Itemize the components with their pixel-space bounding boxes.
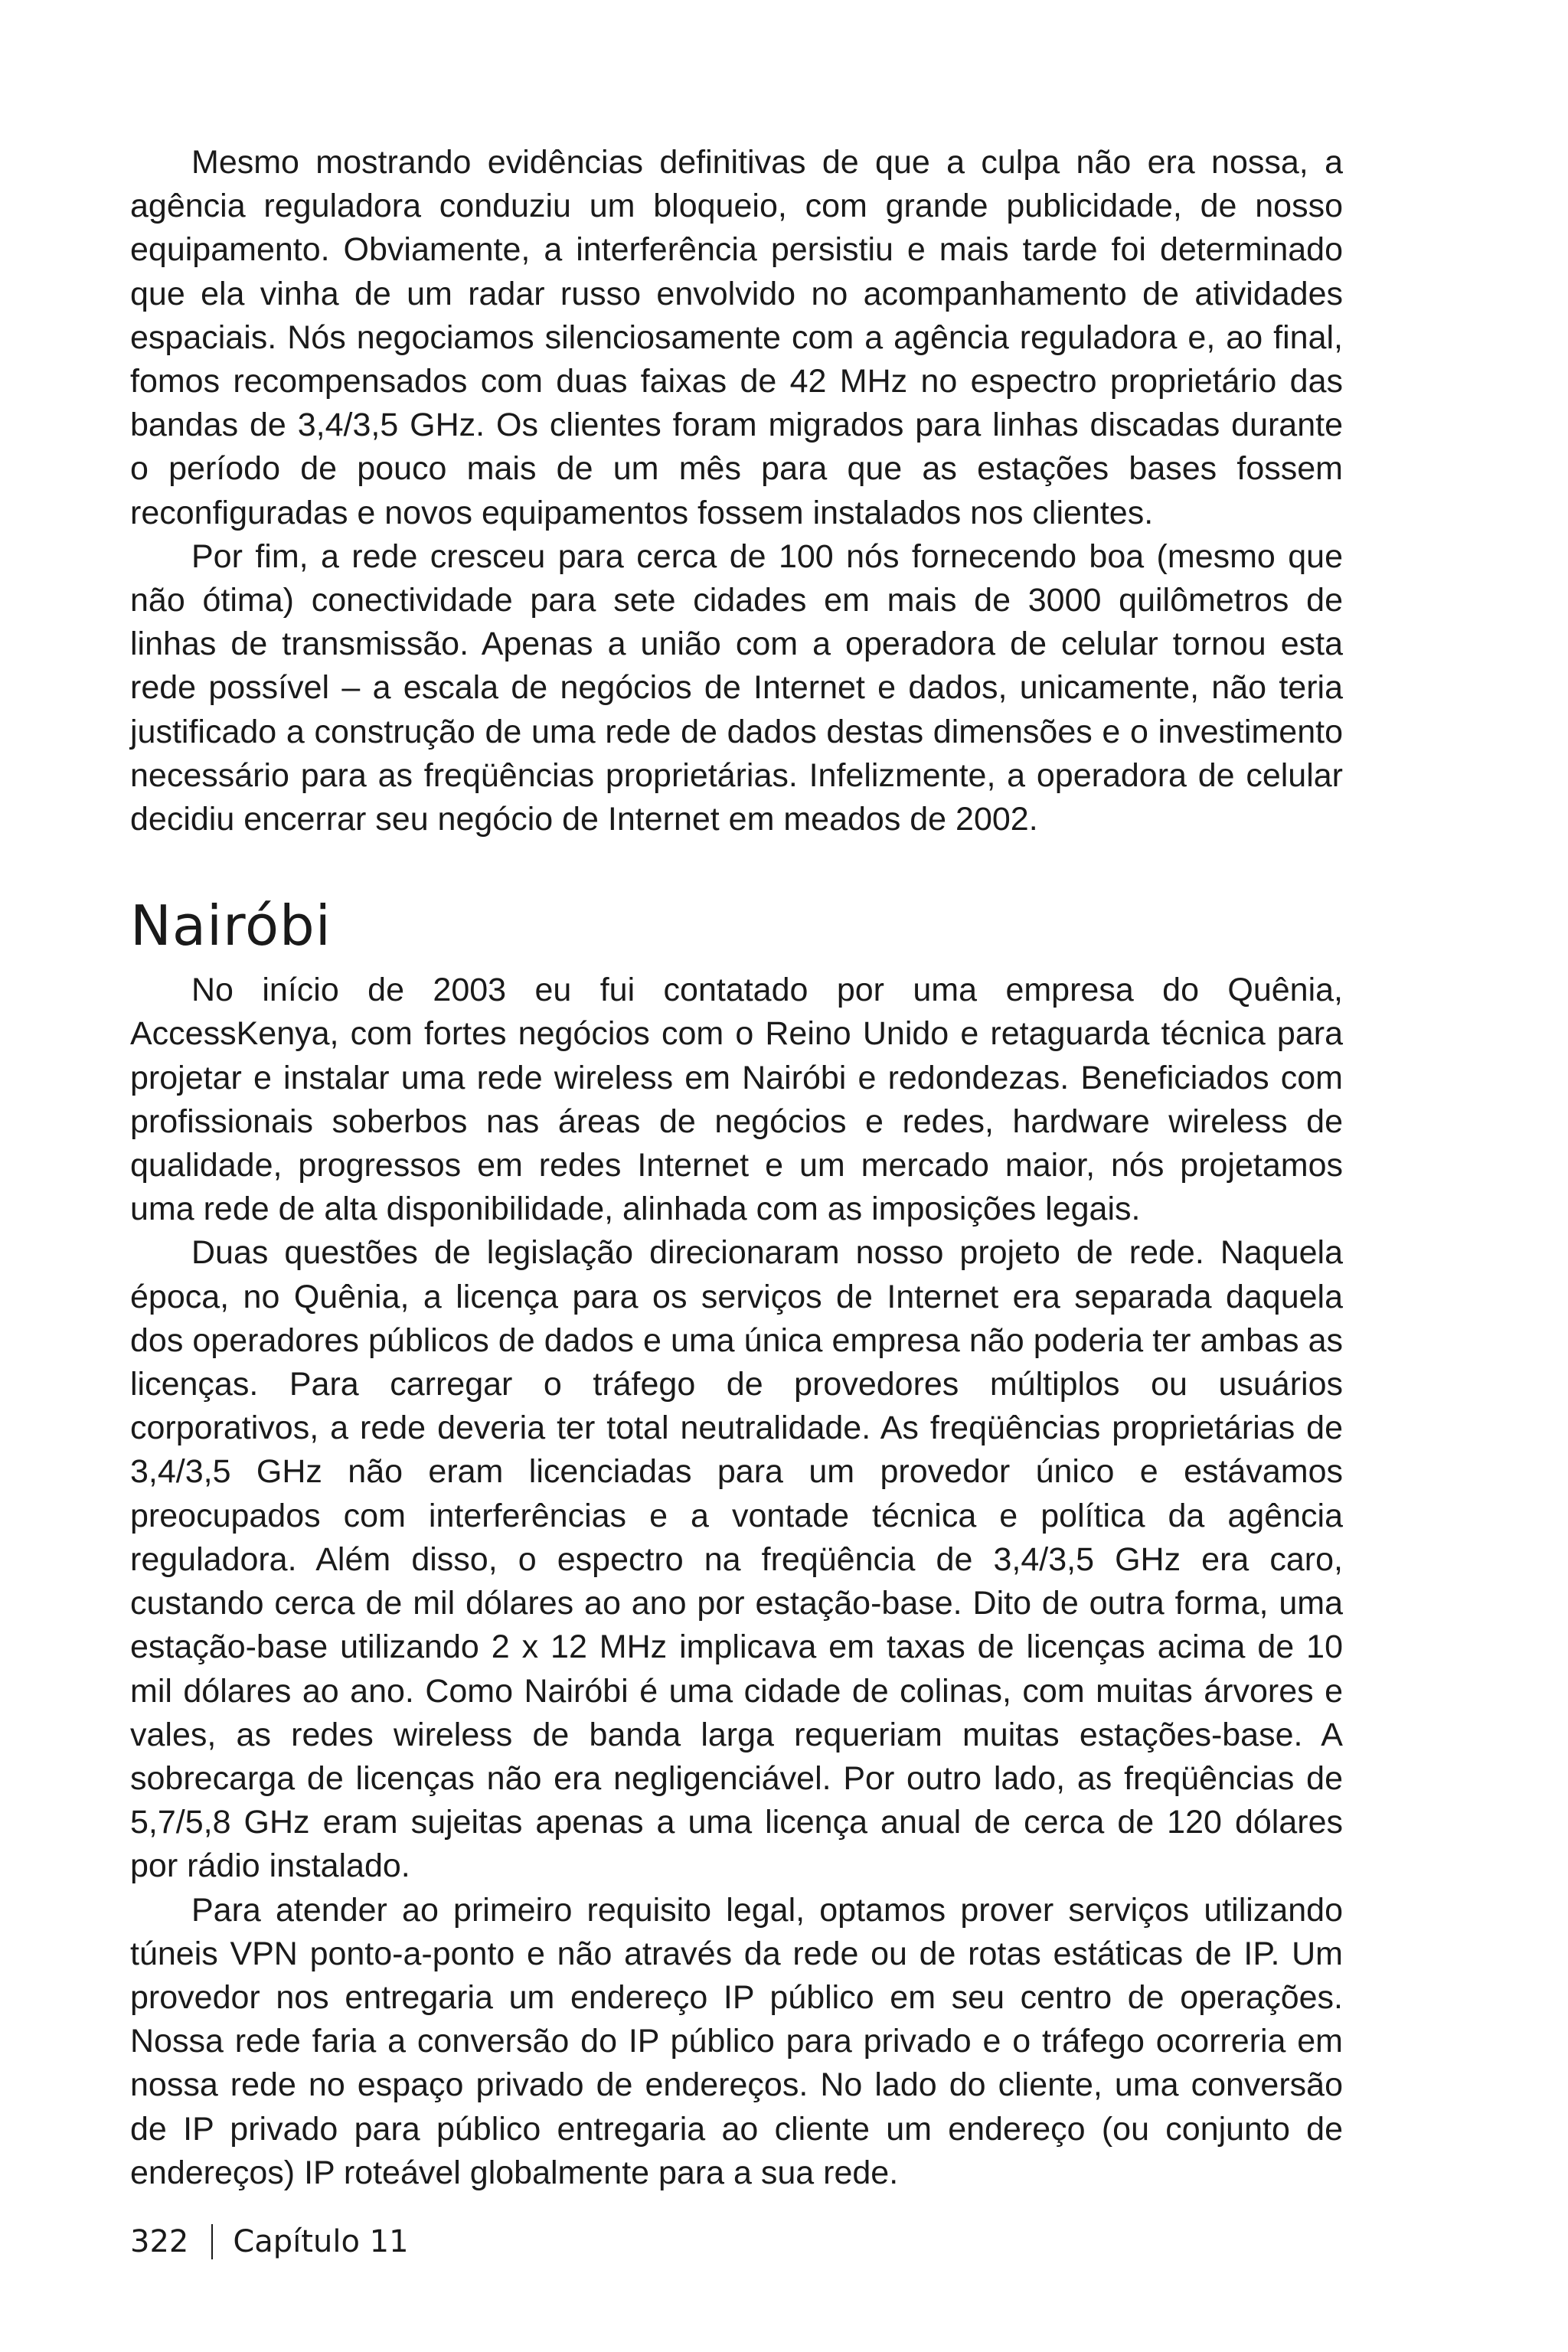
paragraph: Duas questões de legislação direcionaram nosso projeto de rede. Naquela época, no Quênia, a licença para os serviços de Internet era separada daquela dos operadores públicos de dados e uma única empresa não poderia ter ambas as licenças. Para carregar o tráfego de provedores múltiplos ou usuários corporativos, a rede deveria ter total neutralidade. As freqüências proprietárias de 3,4/3,5 GHz não eram licenciadas para um provedor único e estávamos preocupados com interferências e a vontade técnica e política da agência reguladora. Além disso, o espectro na freqüência de 3,4/3,5 GHz era caro, custando cerca de mil dólares ao ano por estação-base. Dito de outra forma, uma estação-base utilizando 2 x 12 MHz implicava em taxas de licenças acima de 10 mil dólares ao ano. Como Nairóbi é uma cidade de colinas, com muitas árvores e vales, as redes wireless de banda larga requeriam muitas estações-base. A sobrecarga de licenças não era negligenciável. Por outro lado, as freqüências de 5,7/5,8 GHz eram sujeitas apenas a uma licença anual de cerca de 120 dólares por rádio instalado. — [130, 1234, 1343, 1885]
section-heading: Nairóbi — [130, 893, 332, 959]
paragraph: No início de 2003 eu fui contatado por uma empresa do Quênia, AccessKenya, com fortes negócios com o Reino Unido e retaguarda técnica para projetar e instalar uma rede wireless em Nairóbi e redondezas. Beneficiados com profissionais soberbos nas áreas de negócios e redes, hardware wireless de qualidade, progressos em redes Internet e um mercado maior, nós projetamos uma rede de alta disponibilidade, alinhada com as imposições legais. — [130, 972, 1343, 1228]
page-body — [130, 141, 1343, 2195]
page-footer — [130, 2219, 409, 2265]
paragraph: Por fim, a rede cresceu para cerca de 100 nós fornecendo boa (mesmo que não ótima) conectividade para sete cidades em mais de 3000 quilômetros de linhas de transmissão. Apenas a união com a operadora de celular tornou esta rede possível – a escala de negócios de Internet e dados, unicamente, não teria justificado a construção de uma rede de dados destas dimensões e o investimento necessário para as freqüências proprietárias. Infelizmente, a operadora de celular decidiu encerrar seu negócio de Internet em meados de 2002. — [130, 537, 1343, 838]
page-number: 322 — [130, 2224, 189, 2259]
chapter-label: Capítulo 11 — [233, 2224, 409, 2259]
footer-divider — [211, 2224, 213, 2259]
paragraph: Mesmo mostrando evidências definitivas de que a culpa não era nossa, a agência reguladora conduziu um bloqueio, com grande publicidade, de nosso equipamento. Obviamente, a interferência persistiu e mais tarde foi determinado que ela vinha de um radar russo envolvido no acompanhamento de atividades espaciais. Nós negociamos silenciosamente com a agência reguladora e, ao final, fomos recompensados com duas faixas de 42 MHz no espectro proprietário das bandas de 3,4/3,5 GHz. Os clientes foram migrados para linhas discadas durante o período de pouco mais de um mês para que as estações bases fossem reconfiguradas e novos equipamentos fossem instalados nos clientes. — [130, 144, 1343, 531]
paragraph: Para atender ao primeiro requisito legal, optamos prover serviços utilizando túneis VPN ponto-a-ponto e não através da rede ou de rotas estáticas de IP. Um provedor nos entregaria um endereço IP público em seu centro de operações. Nossa rede faria a conversão do IP público para privado e o tráfego ocorreria em nossa rede no espaço privado de endereços. No lado do cliente, uma conversão de IP privado para público entregaria ao cliente um endereço (ou conjunto de endereços) IP roteável globalmente para a sua rede. — [130, 1891, 1343, 2191]
